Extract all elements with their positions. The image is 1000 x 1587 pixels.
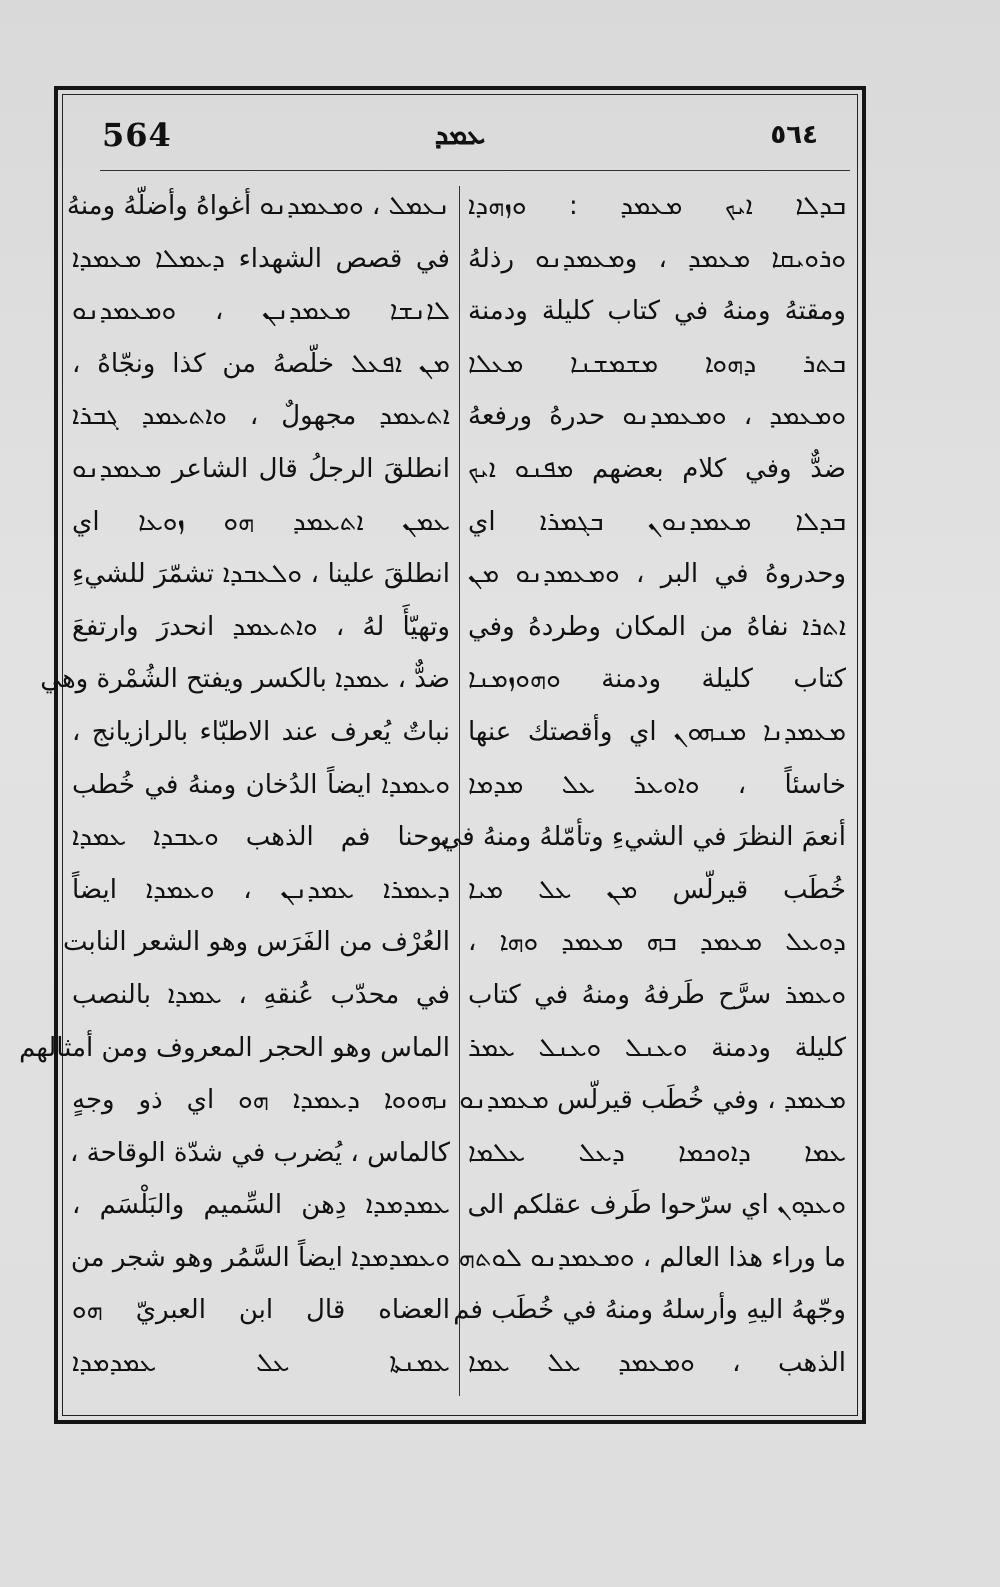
text-line: خاسئاً ، ܘܐܘܥܪ ܥܠ ܡܕܡܐ xyxy=(468,769,846,800)
text-line: ܘܥܡܕܐ ايضاً الدُخان ومنهُ في خُطب xyxy=(72,769,450,800)
text-line: كتاب كليلة ودمنة ܘܗܘܙܡܢܐ xyxy=(468,664,846,695)
text-line: الماس وهو الحجر المعروف ومن أمثالهم xyxy=(19,1032,450,1063)
text-line: الذهب ، ܘܡܥܡܕ ܥܠ ܥܡܐ xyxy=(468,1348,846,1379)
text-line: ܡܢ ܐܦܥܠ خلّصهُ من كذا ونجّاهُ ، xyxy=(72,348,450,379)
text-line: ܒܬܪ ܕܗܘܐ ܡܫܡܫܢܐ ܡܥܠܐ xyxy=(468,348,846,379)
column-divider xyxy=(459,186,460,1396)
text-line: انطلقَ علينا ، ܘܠܥܒܕܐ تشمّرَ للشيءِ xyxy=(72,559,450,590)
text-line: ܒܕܠܐ ܡܥܡܕܢܘܢ ܒܓܡܪܐ اي xyxy=(468,506,846,537)
text-line: ܡܥܡܕܢܐ ܡܢܗܘܢ اي وأقصتك عنها xyxy=(468,716,846,747)
text-line: ܥܡܢܬܐ ܥܠ ܥܡܕܡܕܐ xyxy=(72,1348,450,1379)
text-line: نباتٌ يُعرف عند الاطبّاء بالرازيانج ، xyxy=(72,716,450,747)
page-header xyxy=(62,112,858,162)
text-line: ما وراء هذا العالم ، ܘܡܥܡܕܢܘ ܠܘܬܗ xyxy=(458,1242,846,1273)
text-line: وجّههُ اليهِ وأرسلهُ ومنهُ في خُطَب فم xyxy=(453,1295,846,1326)
text-line: ܥܡܕܡܕܐ دِهن السِّميم والبَلْسَم ، xyxy=(72,1190,450,1221)
text-line: ܘܥܕܘܢ اي سرّحوا طَرف عقلكم الى xyxy=(467,1190,846,1221)
left-column xyxy=(19,180,450,1390)
text-line: ضدٌّ وفي كلام بعضهم ܡܦܢܘ ܐܝܟ xyxy=(468,453,846,484)
text-line: ܘܡܥܡܕ ، ܘܡܥܡܕܢܘ حدرهُ ورفعهُ xyxy=(468,401,846,432)
text-line: وحدروهُ في البر ، ܘܡܥܡܕܢܘ ܡܢ xyxy=(468,559,846,590)
text-line: ܐܬܪܐ نفاهُ من المكان وطردهُ وفي xyxy=(468,611,846,642)
page-number-arabic: ٥٦٤ xyxy=(770,120,818,150)
text-line: في محدّب عُنقهِ ، ܥܡܕܐ بالنصب xyxy=(72,979,450,1010)
text-line: ومقتهُ ومنهُ في كتاب كليلة ودمنة xyxy=(468,296,846,327)
text-line: ܡܥܡܕ ، وفي خُطَب قيرلّس ܡܥܡܕܢܘ xyxy=(459,1085,846,1116)
running-head: ܥܡܕ xyxy=(434,118,486,151)
text-line: ܒܕܠܐ ܐܝܟ ܡܥܡܕ : ܘܙܗܕܐ xyxy=(468,191,846,221)
text-line: ܘܥܡܕܡܕܐ ايضاً السَّمُر وهو شجر من xyxy=(70,1242,450,1273)
text-line: العضاه قال ابن العبريّ ܗܘ xyxy=(72,1295,450,1326)
text-line: ܕܥܡܪܐ ܥܡܕܢܢ ، ܘܥܡܕܐ ايضاً xyxy=(72,874,450,905)
text-line: كليلة ودمنة ܘܥܢܠ ܘܥܢܠ ܥܡܪ xyxy=(468,1032,846,1063)
text-line: العُرْف من الفَرَس وهو الشعر النابت xyxy=(62,927,450,958)
text-line: ܢܗܘܘܐ ܕܥܡܕܐ ܗܘ اي ذو وجهٍ xyxy=(72,1085,450,1116)
text-line: كالماس ، يُضرب في شدّة الوقاحة ، xyxy=(70,1137,450,1168)
text-line: أنعمَ النظرَ في الشيءِ وتأمّلهُ ومنهُ في xyxy=(440,822,846,853)
header-rule xyxy=(100,170,850,171)
text-line: ܘܥܡܪ سرَّح طَرفهُ ومنهُ في كتاب xyxy=(468,979,846,1010)
text-line: انطلقَ الرجلُ قال الشاعر ܡܥܡܕܢܘ xyxy=(72,453,450,484)
text-line: وتهيّأَ لهُ ، ܘܐܬܥܡܕ انحدرَ وارتفعَ xyxy=(72,611,450,642)
text-line: ܘܪܘܝܩܐ ܡܥܡܕ ، وܡܥܡܕܢܘ رذلهُ xyxy=(468,243,846,274)
text-line: ܥܡܐ ܕܐܘܟܡܐ ܕܥܠ ܥܠܡܐ xyxy=(468,1137,846,1168)
text-line: ضدٌّ ، ܥܡܕܐ بالكسر ويفتح الشُمْرة وهي xyxy=(40,664,450,695)
text-line: ܢܥܡܠ ، ܘܡܥܡܕܢܘ أغواهُ وأضلّهُ ومنهُ xyxy=(66,191,450,221)
text-line: في قصص الشهداء ܕܥܡܠܐ ܡܥܡܕܐ xyxy=(72,243,450,274)
text-line: ܐܬܥܡܕ مجهولٌ ، ܘܐܬܥܡܕ ܓܒܪܐ xyxy=(72,401,450,432)
text-line: يوحنا فم الذهب ܘܥܒܕܐ ܥܡܕܐ xyxy=(72,822,450,853)
right-column xyxy=(440,180,846,1390)
text-line: ܕܘܥܠ ܡܥܡܕ ܒܗ ܡܥܡܕ ܘܗܐ ، xyxy=(468,927,846,958)
text-line: ܠܐܢܫܐ ܡܥܡܕܢܢ ، ܘܡܥܡܕܢܘ xyxy=(72,296,450,327)
text-line: ܥܡܢ ܐܬܥܡܕ ܗܘ ܙܘܥܐ اي xyxy=(72,506,450,537)
page-number-latin: 564 xyxy=(102,116,172,154)
text-line: خُطَب قيرلّس ܡܢ ܥܠ ܡܝܐ xyxy=(468,874,846,905)
